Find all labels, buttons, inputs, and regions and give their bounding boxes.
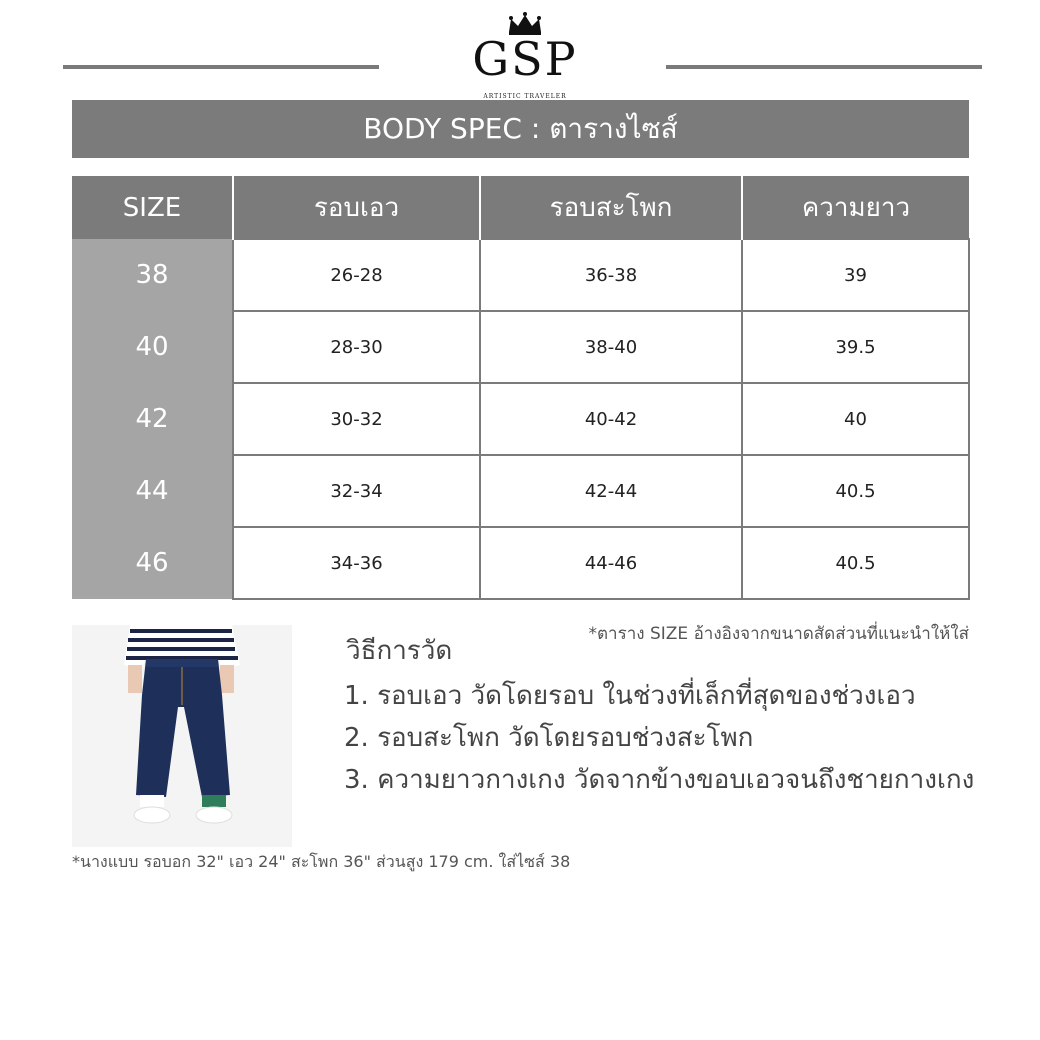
size-cell: 42 — [72, 383, 233, 455]
size-cell: 40 — [72, 311, 233, 383]
waist-cell: 26-28 — [233, 239, 480, 311]
length-cell: 40 — [742, 383, 969, 455]
length-cell: 40.5 — [742, 455, 969, 527]
waist-cell: 28-30 — [233, 311, 480, 383]
hip-cell: 40-42 — [480, 383, 742, 455]
header-hip: รอบสะโพก — [480, 176, 742, 239]
header-length: ความยาว — [742, 176, 969, 239]
logo-wordmark: GSP — [472, 32, 578, 86]
howto-list — [344, 676, 974, 802]
logo-tagline: ARTISTIC TRAVELER — [483, 93, 567, 100]
hip-cell: 44-46 — [480, 527, 742, 599]
left-divider-line — [63, 65, 379, 69]
table-row — [72, 527, 969, 599]
waist-cell: 32-34 — [233, 455, 480, 527]
table-footnote: *ตาราง SIZE อ้างอิงจากขนาดสัดส่วนที่แนะนำให้ใส่ — [588, 624, 969, 644]
brand-logo — [470, 12, 580, 100]
size-chart-table — [72, 176, 970, 600]
hip-cell: 36-38 — [480, 239, 742, 311]
waist-cell: 34-36 — [233, 527, 480, 599]
table-row — [72, 383, 969, 455]
hip-cell: 38-40 — [480, 311, 742, 383]
header-size: SIZE — [72, 176, 233, 239]
howto-title: วิธีการวัด — [346, 636, 453, 666]
page-title: BODY SPEC : ตารางไซส์ — [72, 100, 969, 158]
header-waist: รอบเอว — [233, 176, 480, 239]
howto-item: 3. ความยาวกางเกง วัดจากข้างขอบเอวจนถึงชายกางเกง — [344, 765, 975, 795]
table-row — [72, 455, 969, 527]
size-cell: 44 — [72, 455, 233, 527]
howto-item: 2. รอบสะโพก วัดโดยรอบช่วงสะโพก — [344, 723, 754, 753]
model-photo — [72, 625, 292, 847]
length-cell: 40.5 — [742, 527, 969, 599]
size-cell: 38 — [72, 239, 233, 311]
model-measurement-note: *นางแบบ รอบอก 32" เอว 24" สะโพก 36" ส่วนสูง 179 cm. ใส่ไซส์ 38 — [72, 852, 571, 871]
hip-cell: 42-44 — [480, 455, 742, 527]
howto-item: 1. รอบเอว วัดโดยรอบ ในช่วงที่เล็กที่สุดของช่วงเอว — [344, 681, 916, 711]
length-cell: 39 — [742, 239, 969, 311]
table-row — [72, 239, 969, 311]
table-header-row — [72, 176, 969, 239]
model-figure-illustration — [72, 625, 292, 847]
length-cell: 39.5 — [742, 311, 969, 383]
table-row — [72, 311, 969, 383]
right-divider-line — [666, 65, 982, 69]
waist-cell: 30-32 — [233, 383, 480, 455]
size-cell: 46 — [72, 527, 233, 599]
